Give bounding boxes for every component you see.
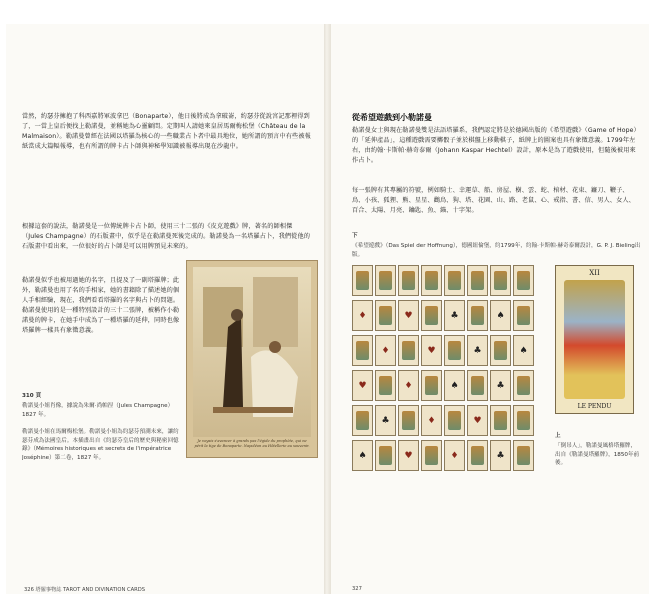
engraving-scene [193,267,311,437]
tarot-caption: 「倒吊人」，勒諾曼風格塔羅牌，出自《勒諾曼塔羅牌》，1850年前後。 [555,443,640,466]
diamond-pip-icon: ♦ [450,450,459,461]
hope-card [444,335,465,366]
hope-card [513,335,534,366]
hope-card [398,440,419,471]
game-of-hope-card-grid [352,265,540,475]
hope-card [467,300,488,331]
card-illustration [471,306,484,325]
card-illustration [379,376,392,395]
hope-card [513,405,534,436]
hope-card [490,300,511,331]
heart-pip-icon: ♥ [358,380,367,391]
hope-card [421,300,442,331]
hope-card [444,265,465,296]
hope-card [490,405,511,436]
hope-card [490,370,511,401]
hope-card [375,405,396,436]
hope-card [398,405,419,436]
hope-card [421,265,442,296]
figure-caption-left: 勒諾曼小姐肖像，據說為朱爾·尚帕涅（Jules Champagne）1827 年。 [22,403,174,418]
card-illustration [448,341,461,360]
engraving-caption-text: 勒諾曼小姐在馬爾梅松堡。勒諾曼小姐為約瑟芬預測未來，讓約瑟芬成為法國皇后。本插畫出自《約瑟芬皇后的歷史與秘密回憶錄》（Mémoires historiques et secrets de l'impératrice Joséphine）第二卷，1827 年。 [22,429,179,461]
card-illustration [517,376,530,395]
book-gutter [324,24,331,594]
card-illustration [402,411,415,430]
card-illustration [402,341,415,360]
hope-card [513,440,534,471]
card-illustration [471,446,484,465]
heart-pip-icon: ♥ [473,415,482,426]
tarot-caption-label: 上 [555,433,561,439]
card-illustration [517,271,530,290]
spade-pip-icon: ♠ [519,345,528,356]
hope-card [467,335,488,366]
card-illustration [517,446,530,465]
hope-card [421,405,442,436]
club-pip-icon: ♣ [496,380,505,391]
card-illustration [425,306,438,325]
hope-card [467,370,488,401]
card-illustration [379,271,392,290]
diamond-pip-icon: ♦ [427,415,436,426]
card-illustration [471,376,484,395]
card-illustration [356,411,369,430]
right-paragraph-2: 每一張牌有其專屬的符號，例如騎士、幸運草、船、房屋、樹、雲、蛇、棺材、花束、鐮刀、鞭子、鳥、小孩、狐狸、熊、星星、鸛鳥、狗、塔、花園、山、路、老鼠、心、戒指、書、信、男人、女人、百合、太陽、月亮、鑰匙、魚、錨、十字架。 [352,187,635,214]
club-pip-icon: ♣ [450,310,459,321]
hope-card [375,335,396,366]
spade-pip-icon: ♠ [358,450,367,461]
hope-card [352,440,373,471]
club-pip-icon: ♣ [473,345,482,356]
right-paragraph-1: 勒諾曼女士與現在勒諾曼雙是法語塔羅系，我們認定將是於德國出版的《希望遊戲》（Game of Hope）的「延伸產品」，這種遊戲需要擲骰子並於棋盤上移動棋子，紙牌上的圖案也具有象徵意義。1799年左右，由約翰·卡斯帕·赫奇泰爾（Johann Kaspar Hechtel）設計，原本是為了遊戲使用，但隨後被用來作占卜。 [352,127,637,164]
left-paragraph-3: 勒諾曼似乎也被用過她的名字，且提及了一副塔羅牌；此外，勒諾曼也用了名的手相家，她的書籍除了描述她的個人手相經驗，現在，我們看看塔羅的名字與占卜的問題。勒諾曼使用的是一種特別設計的三十二張牌，被稱作小勒諾曼的牌卡，在她手中成為了一種塔羅的延伸，同時也像塔羅牌一樣具有象徵意義。 [22,277,180,334]
card-illustration [448,271,461,290]
club-pip-icon: ♣ [381,415,390,426]
hope-card [375,440,396,471]
section-heading: 從希望遊戲到小勒諾曼 [352,113,432,122]
hope-card [513,300,534,331]
figure-caption-right: 《希望遊戲》（Das Spiel der Hoffnung），德國紐倫堡，約1799年，約翰·卡斯帕·赫奇泰爾設計，G. P. J. Bieling出版。 [352,243,641,258]
engraving-illustration [186,260,318,458]
tarot-card-hanged-man [555,265,634,414]
hope-card [352,265,373,296]
spade-pip-icon: ♠ [496,310,505,321]
club-pip-icon: ♣ [496,450,505,461]
hope-card [467,405,488,436]
hope-card [421,370,442,401]
hope-card [375,300,396,331]
hope-card [398,335,419,366]
card-illustration [471,271,484,290]
card-illustration [517,411,530,430]
card-illustration [425,446,438,465]
hope-card [490,335,511,366]
left-paragraph-1: 當然，約瑟芬擁抱了科西嘉將軍波拿巴（Bonaparte），他日後將成為拿破崙，約瑟芬從說宮記那裡得到了，一當上皇后便找上勒諾曼，並稱她為心靈顧問。定期叫人請她來皇居馬爾梅松堡（Château de la Malmaison）。勒諾曼曾經在法國以塔羅為核心的一些職業占卜者中最具地位，她所謂的預言中有些被報紙當成大篇幅報導，也有所謂的牌卡占卜師與神秘學知識被報導出現在沙龍中。 [22,113,311,150]
hope-card [375,265,396,296]
diamond-pip-icon: ♦ [381,345,390,356]
tarot-number: XII [589,269,600,277]
card-illustration [425,271,438,290]
heart-pip-icon: ♥ [404,310,413,321]
right-folio: 327 [352,586,362,592]
figure-label-left: 310 頁 [22,393,42,399]
hope-card [513,265,534,296]
tarot-title: LE PENDU [577,403,612,410]
card-illustration [356,341,369,360]
hope-card [444,440,465,471]
left-folio: 326 塔羅事物誌 TAROT AND DIVINATION CARDS [24,587,146,593]
hope-card [513,370,534,401]
hope-card [375,370,396,401]
hope-card [444,300,465,331]
hope-card [490,440,511,471]
hope-card [398,370,419,401]
hanged-man-figure [564,280,625,399]
card-illustration [494,271,507,290]
left-paragraph-2: 根據這套的說法，勒諾曼是一位傳統牌卡占卜師，使用三十二張的《皮克遊戲》牌，著名的師相傑（Jules Champagne）的石版畫中，似乎是在勒諾曼死後完成的。勒諾曼為一名塔羅占卜，我們從他的石版畫中看出來，一位很好的占卜師是可以用牌預見未來的。 [22,223,311,250]
hope-card [421,335,442,366]
card-illustration [494,341,507,360]
hope-card [444,370,465,401]
card-illustration [425,376,438,395]
hope-card [467,440,488,471]
card-illustration [379,446,392,465]
hope-card [352,370,373,401]
diamond-pip-icon: ♦ [404,380,413,391]
hope-card [398,300,419,331]
hope-card [352,405,373,436]
figure-label-right: 下 [352,233,358,239]
card-illustration [494,411,507,430]
card-illustration [517,306,530,325]
heart-pip-icon: ♥ [404,450,413,461]
card-illustration [448,411,461,430]
heart-pip-icon: ♥ [427,345,436,356]
hope-card [467,265,488,296]
hope-card [490,265,511,296]
hope-card [352,300,373,331]
card-illustration [356,271,369,290]
hope-card [352,335,373,366]
engraving-inscription: Je voyais s'avancer à grands pas l'égide du prophète, qui ne périt la tige de Bonaparte. Napoléon au Hôtellerie au souvenir. [194,439,310,448]
card-illustration [379,306,392,325]
diamond-pip-icon: ♦ [358,310,367,321]
hope-card [421,440,442,471]
hope-card [398,265,419,296]
hope-card [444,405,465,436]
card-illustration [402,271,415,290]
spade-pip-icon: ♠ [450,380,459,391]
